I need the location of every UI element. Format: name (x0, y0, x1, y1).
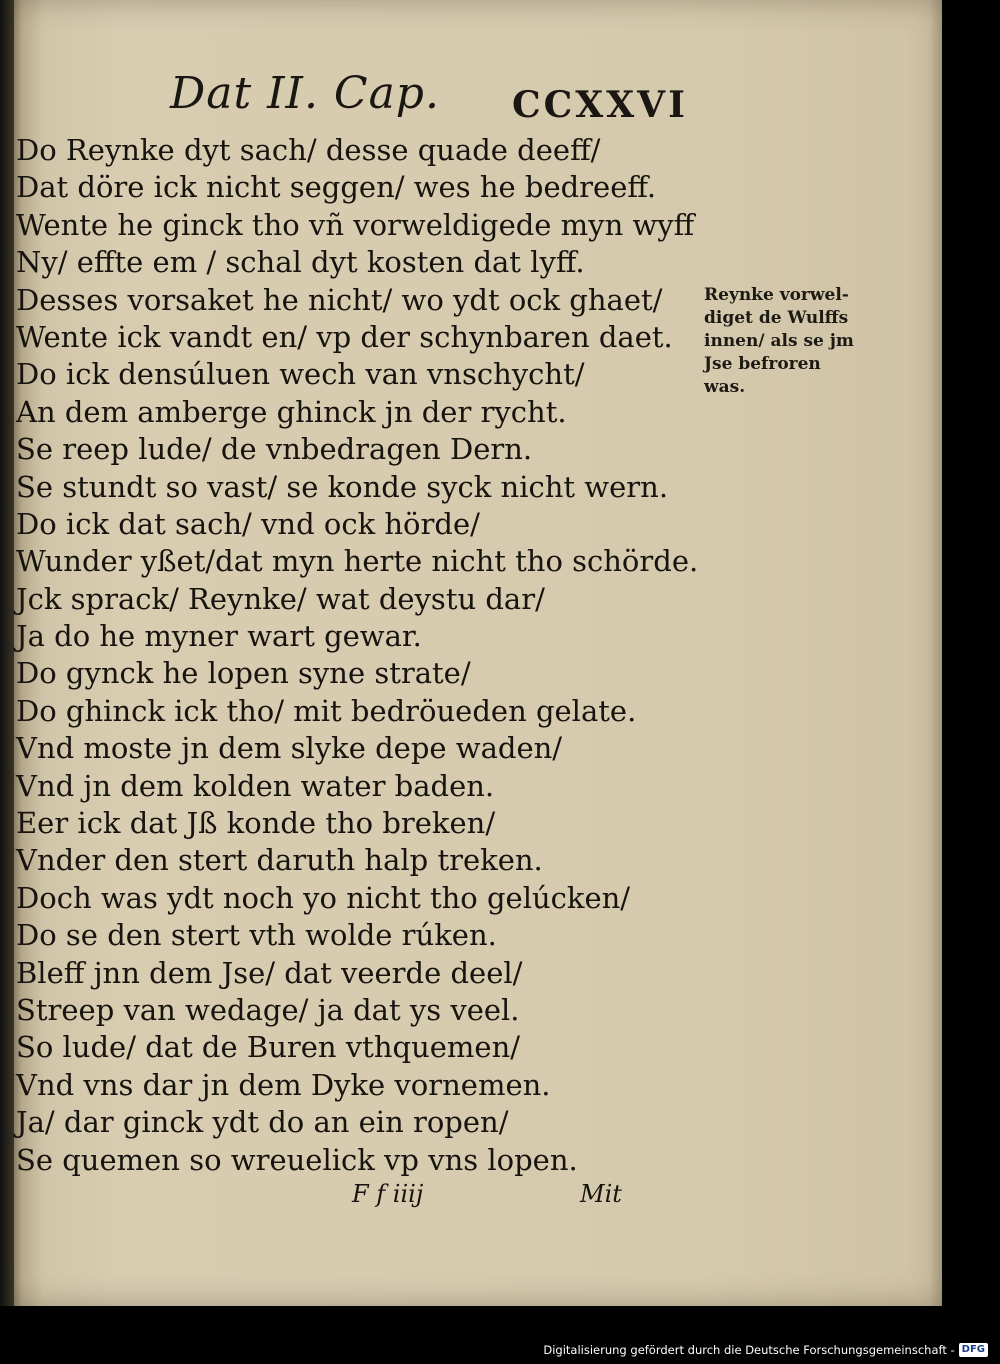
margin-note (704, 284, 874, 399)
dfg-logo-icon: DFG (959, 1343, 988, 1357)
verse-line: Ja/ dar ginck ydt do an ein ropen/ (16, 1105, 509, 1140)
verse-line: Do ick dat sach/ vnd ock hörde/ (16, 506, 480, 541)
verse-line: So lude/ dat de Buren vthquemen/ (16, 1030, 521, 1065)
folio-number: CCXXVI (512, 84, 688, 126)
verse-line: Doch was ydt noch yo nicht tho gelúcken/ (16, 880, 631, 915)
verse-line: Jck sprack/ Reynke/ wat deystu dar/ (16, 581, 545, 616)
verse-line: Wente he ginck tho vñ vorweldigede myn wyff (16, 207, 695, 242)
margin-note-line: was. (704, 377, 746, 397)
verse-line: Bleff jnn dem Jse/ dat veerde deel/ (16, 955, 523, 990)
verse-line: Ja do he myner wart gewar. (16, 619, 422, 654)
verse-line: Dat döre ick nicht seggen/ wes he bedreeff. (16, 170, 657, 205)
footer-credit (543, 1341, 988, 1359)
verse-line: Vnder den stert daruth halp treken. (16, 843, 543, 878)
verse-line: Vnd vns dar jn dem Dyke vornemen. (16, 1067, 551, 1102)
verse-line: Do se den stert vth wolde rúken. (16, 918, 497, 953)
page-gutter (0, 0, 14, 1306)
signature-mark: F f iiij (352, 1180, 424, 1208)
chapter-heading: Dat II. Cap. (170, 68, 440, 119)
verse-line: Ny/ effte em / schal dyt kosten dat lyff. (16, 245, 585, 280)
margin-note-line: Jse befroren (704, 354, 821, 374)
verse-line: Se stundt so vast/ se konde syck nicht wern. (16, 469, 669, 504)
verse-block (16, 132, 706, 1179)
verse-line: Eer ick dat Jß konde tho breken/ (16, 806, 496, 841)
verse-line: Vnd moste jn dem slyke depe waden/ (16, 731, 563, 766)
margin-note-line: diget de Wulffs (704, 308, 849, 328)
verse-line: Streep van wedage/ ja dat ys veel. (16, 992, 520, 1027)
verse-line: An dem amberge ghinck jn der rycht. (16, 394, 567, 429)
verse-line: Desses vorsaket he nicht/ wo ydt ock ghaet/ (16, 282, 663, 317)
margin-note-line: innen/ als se jm (704, 331, 854, 351)
verse-line: Se quemen so wreuelick vp vns lopen. (16, 1142, 578, 1177)
catchword: Mit (580, 1180, 622, 1208)
footer-credit-text: Digitalisierung gefördert durch die Deutsche Forschungsgemeinschaft - (543, 1343, 955, 1357)
margin-note-line: Reynke vorwel- (704, 285, 849, 305)
verse-line: Vnd jn dem kolden water baden. (16, 768, 495, 803)
verse-line: Se reep lude/ de vnbedragen Dern. (16, 432, 533, 467)
verse-line: Wente ick vandt en/ vp der schynbaren daet. (16, 319, 673, 354)
verse-line: Do Reynke dyt sach/ desse quade deeff/ (16, 133, 601, 167)
verse-line: Do ick densúluen wech van vnschycht/ (16, 357, 585, 392)
verse-line: Wunder yßet/dat myn herte nicht tho schörde. (16, 544, 699, 579)
verse-line: Do gynck he lopen syne strate/ (16, 656, 471, 691)
verse-line: Do ghinck ick tho/ mit bedröueden gelate. (16, 693, 637, 728)
